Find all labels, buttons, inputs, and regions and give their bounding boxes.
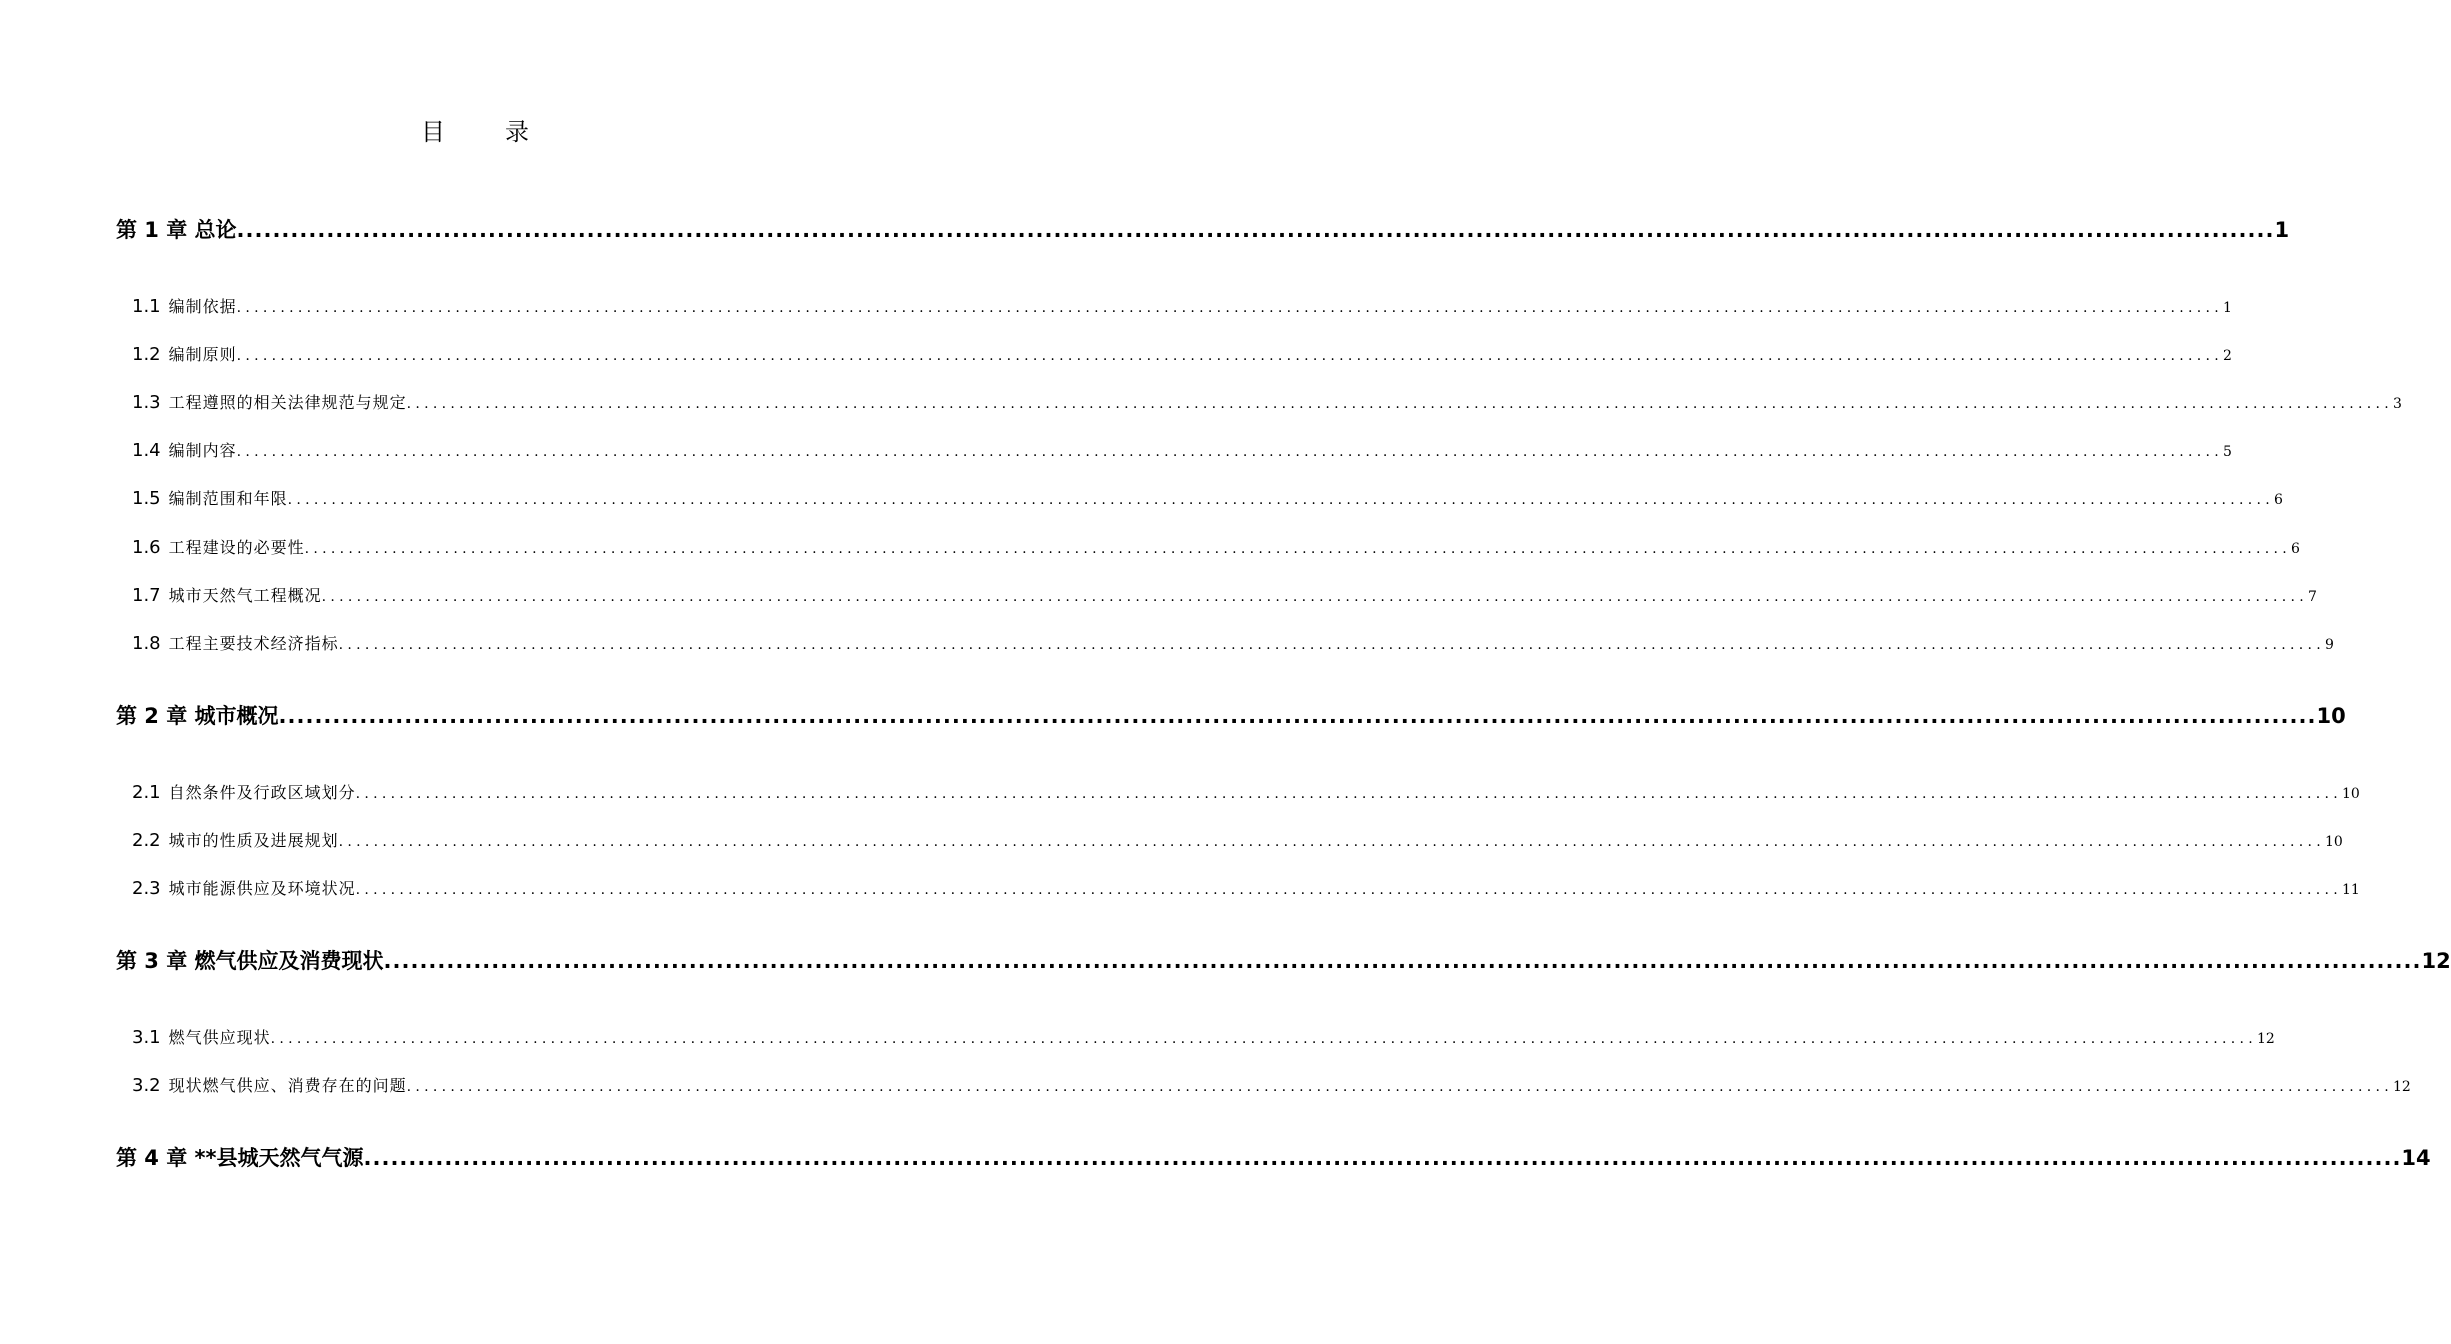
chapter-label: 第 4 章 **县城天然气气源 — [116, 1146, 364, 1170]
page-number: 10 — [2316, 704, 2346, 728]
chapter-label: 第 1 章 总论 — [116, 218, 237, 242]
toc-chapter-3[interactable] — [116, 945, 2451, 975]
toc-section-3-1[interactable] — [132, 1025, 2275, 1048]
page-number: 10 — [2341, 786, 2360, 802]
section-number: 1.3 — [132, 392, 161, 413]
leader-dots: ................................................................................................................................................................................................................................... — [236, 300, 2223, 316]
section-number: 1.4 — [132, 440, 161, 461]
leader-dots: ................................................................................................................................................................................................................................... — [363, 1146, 2402, 1170]
section-title: 城市天然气工程概况 — [168, 586, 322, 605]
leader-dots: ................................................................................................................................................................................................................................... — [236, 218, 2275, 242]
toc-chapter-4[interactable] — [116, 1142, 2431, 1172]
section-title: 编制范围和年限 — [168, 489, 288, 508]
toc-section-3-2[interactable] — [132, 1073, 2411, 1096]
page-number: 1 — [2274, 218, 2290, 242]
leader-dots: ................................................................................................................................................................................................................................... — [287, 492, 2274, 508]
section-number: 1.8 — [132, 633, 161, 654]
chapter-label: 第 2 章 城市概况 — [116, 704, 279, 728]
toc-section-1-4[interactable] — [132, 438, 2232, 461]
toc-section-2-2[interactable] — [132, 828, 2343, 851]
page-number: 7 — [2307, 589, 2317, 605]
section-title: 编制内容 — [168, 441, 237, 460]
page-number: 11 — [2341, 882, 2360, 898]
section-title: 编制依据 — [168, 297, 237, 316]
section-number: 2.3 — [132, 878, 161, 899]
page-number: 5 — [2222, 444, 2232, 460]
page-number: 6 — [2273, 492, 2283, 508]
leader-dots: ................................................................................................................................................................................................................................... — [270, 1031, 2257, 1047]
section-number: 3.2 — [132, 1075, 161, 1096]
page-number: 12 — [2256, 1031, 2275, 1047]
toc-chapter-1[interactable] — [116, 214, 2290, 244]
title-part-2: 录 — [505, 118, 529, 146]
section-title: 城市的性质及进展规划 — [168, 831, 339, 850]
leader-dots: ................................................................................................................................................................................................................................... — [304, 541, 2291, 557]
section-title: 自然条件及行政区域划分 — [168, 783, 356, 802]
page-number: 12 — [2392, 1079, 2411, 1095]
chapter-label: 第 3 章 燃气供应及消费现状 — [116, 949, 384, 973]
toc-section-2-3[interactable] — [132, 876, 2360, 899]
toc-section-2-1[interactable] — [132, 780, 2360, 803]
leader-dots: ................................................................................................................................................................................................................................... — [236, 348, 2223, 364]
section-title: 编制原则 — [168, 345, 237, 364]
section-number: 1.1 — [132, 296, 161, 317]
section-title: 现状燃气供应、消费存在的问题 — [168, 1076, 407, 1095]
section-number: 2.2 — [132, 830, 161, 851]
leader-dots: ................................................................................................................................................................................................................................... — [406, 396, 2393, 412]
section-number: 3.1 — [132, 1027, 161, 1048]
toc-section-1-2[interactable] — [132, 342, 2232, 365]
page-title — [0, 112, 950, 147]
toc-section-1-1[interactable] — [132, 294, 2232, 317]
section-title: 燃气供应现状 — [168, 1028, 271, 1047]
section-number: 1.2 — [132, 344, 161, 365]
section-number: 2.1 — [132, 782, 161, 803]
section-title: 工程主要技术经济指标 — [168, 634, 339, 653]
toc-section-1-7[interactable] — [132, 583, 2317, 606]
leader-dots: ................................................................................................................................................................................................................................... — [355, 786, 2342, 802]
toc-section-1-5[interactable] — [132, 486, 2283, 509]
page-number: 12 — [2421, 949, 2451, 973]
section-title: 工程遵照的相关法律规范与规定 — [168, 393, 407, 412]
section-number: 1.5 — [132, 488, 161, 509]
toc-section-1-3[interactable] — [132, 390, 2402, 413]
page-number: 9 — [2324, 637, 2334, 653]
leader-dots: ................................................................................................................................................................................................................................... — [236, 444, 2223, 460]
page-number: 3 — [2392, 396, 2402, 412]
leader-dots: ................................................................................................................................................................................................................................... — [321, 589, 2308, 605]
leader-dots: ................................................................................................................................................................................................................................... — [338, 834, 2325, 850]
toc-chapter-2[interactable] — [116, 700, 2346, 730]
toc-section-1-8[interactable] — [132, 631, 2334, 654]
leader-dots: ................................................................................................................................................................................................................................... — [278, 704, 2317, 728]
leader-dots: ................................................................................................................................................................................................................................... — [338, 637, 2325, 653]
page-number: 1 — [2222, 300, 2232, 316]
section-title: 工程建设的必要性 — [168, 538, 305, 557]
page-number: 10 — [2324, 834, 2343, 850]
page-number: 6 — [2290, 541, 2300, 557]
section-number: 1.7 — [132, 585, 161, 606]
leader-dots: ................................................................................................................................................................................................................................... — [406, 1079, 2393, 1095]
title-part-1: 目 — [421, 118, 445, 146]
section-number: 1.6 — [132, 537, 161, 558]
toc-section-1-6[interactable] — [132, 535, 2300, 558]
page-number: 2 — [2222, 348, 2232, 364]
leader-dots: ................................................................................................................................................................................................................................... — [355, 882, 2342, 898]
page-number: 14 — [2401, 1146, 2431, 1170]
section-title: 城市能源供应及环境状况 — [168, 879, 356, 898]
leader-dots: ................................................................................................................................................................................................................................... — [383, 949, 2422, 973]
